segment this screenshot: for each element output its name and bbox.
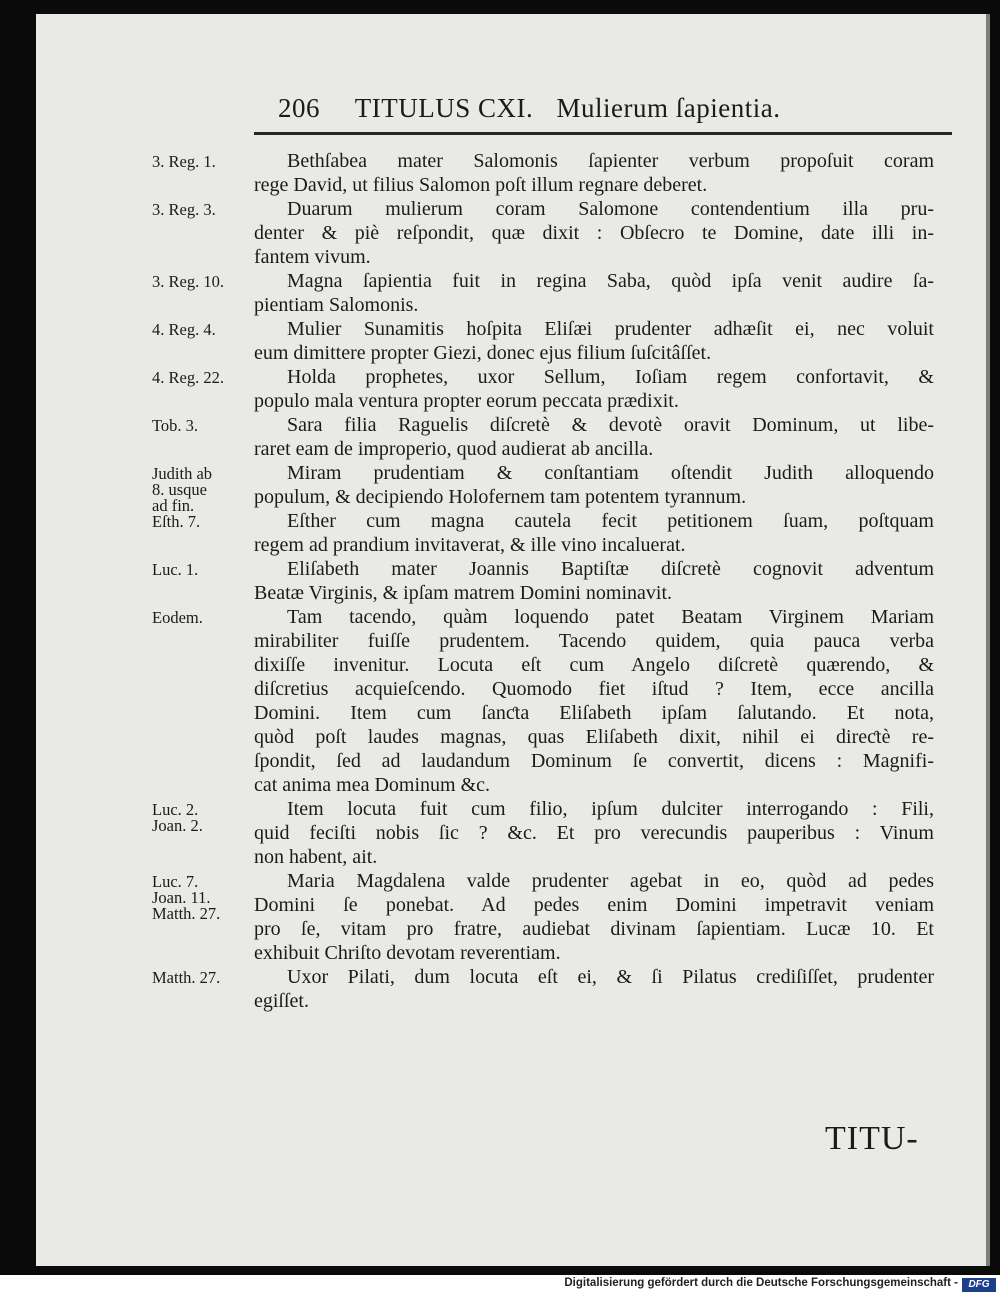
text-line: Mulier Sunamitis hoſpita Eliſæi prudenter adhæſit ei, nec voluit bbox=[287, 318, 934, 340]
book-page bbox=[36, 14, 990, 1266]
text-line: quid feciſti nobis ſic ? &c. Et pro verecundis pauperibus : Vinum bbox=[254, 822, 934, 844]
funding-credit: Digitalisierung gefördert durch die Deutsche Forschungsgemeinschaft - bbox=[564, 1277, 958, 1289]
section-title: TITULUS CXI. bbox=[354, 93, 534, 123]
margin-reference: Tob. 3. bbox=[152, 416, 199, 435]
digitization-footer bbox=[0, 1275, 1000, 1295]
margin-reference: Matth. 27. bbox=[152, 968, 221, 987]
text-line: regem ad prandium invitaverat, & ille vino incaluerat. bbox=[254, 534, 686, 556]
text-line: ſpondit, ſed ad laudandum Dominum ſe convertit, dicens : Magnifi- bbox=[254, 750, 934, 772]
text-line: Holda prophetes, uxor Sellum, Ioſiam regem confortavit, & bbox=[287, 366, 934, 388]
margin-reference: Luc. 7. Joan. 11. Matth. 27. bbox=[152, 872, 221, 923]
text-line: Uxor Pilati, dum locuta eſt ei, & ſi Pilatus crediſiſſet, prudenter bbox=[287, 966, 934, 988]
margin-reference: Judith ab 8. usque ad fin. bbox=[152, 464, 213, 515]
page-number: 206 bbox=[278, 93, 320, 123]
text-line: dixiſſe invenitur. Locuta eſt cum Angelo diſcretè quærendo, & bbox=[254, 654, 934, 676]
margin-reference: 3. Reg. 10. bbox=[152, 272, 224, 291]
text-line: Bethſabea mater Salomonis ſapienter verbum propoſuit coram bbox=[287, 150, 934, 172]
text-line: fantem vivum. bbox=[254, 246, 371, 268]
text-line: non habent, ait. bbox=[254, 846, 378, 868]
text-line: mirabiliter fuiſſe prudentem. Tacendo quidem, quia pauca verba bbox=[254, 630, 934, 652]
margin-reference: 4. Reg. 4. bbox=[152, 320, 216, 339]
text-line: egiſſet. bbox=[254, 990, 309, 1012]
text-line: Beatæ Virginis, & ipſam matrem Domini nominavit. bbox=[254, 582, 673, 604]
text-line: Sara filia Raguelis diſcretè & devotè oravit Dominum, ut libe- bbox=[287, 414, 934, 436]
text-line: pientiam Salomonis. bbox=[254, 294, 419, 316]
text-line: cat anima mea Dominum &c. bbox=[254, 774, 491, 796]
text-line: eum dimittere propter Giezi, donec ejus filium ſuſcitâſſet. bbox=[254, 342, 712, 364]
text-line: Domini ſe ponebat. Ad pedes enim Domini impetravit veniam bbox=[254, 894, 934, 916]
margin-reference: Eſth. 7. bbox=[152, 512, 201, 531]
text-line: Eſther cum magna cautela fecit petitionem ſuam, poſtquam bbox=[287, 510, 934, 532]
text-line: Duarum mulierum coram Salomone contendentium illa pru- bbox=[287, 198, 934, 220]
text-line: populo mala ventura propter eorum peccata prædixit. bbox=[254, 390, 679, 412]
running-head bbox=[278, 93, 780, 124]
text-line: Domini. Item cum ſanƈta Eliſabeth ipſam ſalutando. Et nota, bbox=[254, 702, 934, 724]
margin-reference: 4. Reg. 22. bbox=[152, 368, 224, 387]
text-line: exhibuit Chriſto devotam reverentiam. bbox=[254, 942, 561, 964]
margin-reference: Luc. 2. Joan. 2. bbox=[152, 800, 203, 835]
text-line: diſcretius acquieſcendo. Quomodo fiet iſtud ? Item, ecce ancilla bbox=[254, 678, 934, 700]
text-line: Miram prudentiam & conſtantiam oſtendit Judith alloquendo bbox=[287, 462, 934, 484]
text-line: Item locuta fuit cum filio, ipſum dulciter interrogando : Fili, bbox=[287, 798, 934, 820]
section-subtitle: Mulierum ſapientia. bbox=[556, 93, 781, 123]
text-line: quòd poſt laudes magnas, quas Eliſabeth dixit, nihil ei direƈtè re- bbox=[254, 726, 934, 748]
margin-reference: 3. Reg. 1. bbox=[152, 152, 216, 171]
text-line: pro ſe, vitam pro fratre, audiebat divinam ſapientiam. Lucæ 10. Et bbox=[254, 918, 934, 940]
page-edge bbox=[986, 14, 990, 1266]
margin-reference: Luc. 1. bbox=[152, 560, 199, 579]
margin-reference: 3. Reg. 3. bbox=[152, 200, 216, 219]
text-line: Eliſabeth mater Joannis Baptiſtæ diſcretè cognovit adventum bbox=[287, 558, 934, 580]
text-line: Maria Magdalena valde prudenter agebat in eo, quòd ad pedes bbox=[287, 870, 934, 892]
catchword: TITU- bbox=[825, 1120, 919, 1157]
text-line: populum, & decipiendo Holofernem tam potentem tyrannum. bbox=[254, 486, 747, 508]
text-line: Magna ſapientia fuit in regina Saba, quòd ipſa venit audire ſa- bbox=[287, 270, 934, 292]
text-line: denter & piè reſpondit, quæ dixit : Obſecro te Domine, date illi in- bbox=[254, 222, 934, 244]
margin-reference: Eodem. bbox=[152, 608, 203, 627]
dfg-logo: DFG bbox=[962, 1278, 996, 1292]
text-line: Tam tacendo, quàm loquendo patet Beatam Virginem Mariam bbox=[287, 606, 934, 628]
header-rule bbox=[254, 132, 952, 135]
text-line: raret eam de improperio, quod audierat ab ancilla. bbox=[254, 438, 654, 460]
text-line: rege David, ut filius Salomon poſt illum regnare deberet. bbox=[254, 174, 708, 196]
